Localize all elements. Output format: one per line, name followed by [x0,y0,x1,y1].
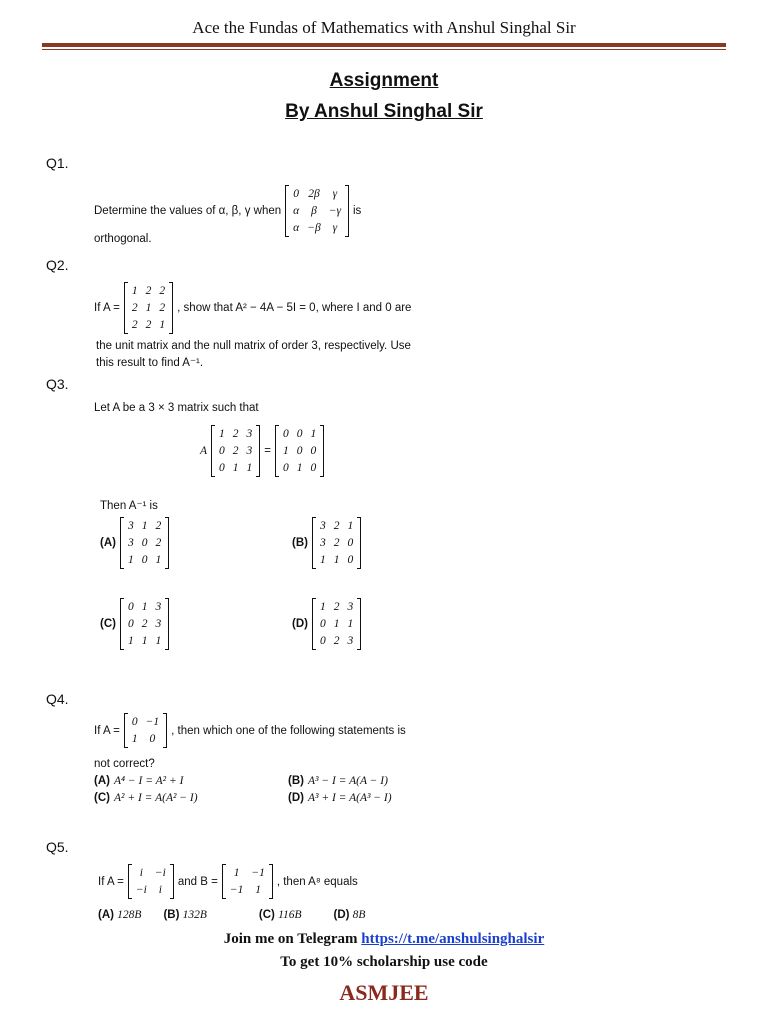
q4-option-a-text: A⁴ − I = A² + I [113,775,184,787]
header-rule [42,43,726,47]
q5-option-d [334,909,366,921]
matrix-cell: 1 [246,461,253,474]
q4-text-line2: not correct? [94,758,155,770]
matrix-cell: 1 [310,427,317,440]
matrix-cell: 1 [131,284,138,297]
matrix-right-bracket [357,599,361,650]
q1-text-line2: orthogonal. [94,233,152,245]
matrix-cell: γ [332,221,338,234]
matrix-right-bracket [269,865,273,899]
matrix-cell: 2 [333,536,340,549]
matrix-cell: 1 [319,600,326,613]
q3-option-c-label: (C) [100,618,116,630]
matrix-cell: 1 [333,617,340,630]
matrix-right-bracket [320,426,324,477]
matrix-cell: 0 [296,444,303,457]
q5-option-c-text: 116B [278,909,302,921]
q5-statement [98,864,358,899]
matrix-table [312,517,361,569]
matrix-cell: i [158,883,162,896]
matrix-cell: −i [154,866,166,879]
matrix-table [275,425,324,477]
matrix-cell: 1 [141,519,148,532]
q4-option-c-text: A² + I = A(A² − I) [113,792,198,804]
scholarship-text: To get 10% scholarship use code [280,954,488,970]
page-header: Ace the Fundas of Mathematics with Anshul Singhal Sir [192,18,576,37]
q3-option-c-matrix [120,598,169,650]
matrix-table [222,864,273,899]
matrix-cell: 3 [347,634,354,647]
matrix-cell: 3 [127,519,134,532]
matrix-cell: 1 [127,553,134,566]
q4-option-d [288,792,392,804]
q1-text-end: is [352,205,362,217]
q5-text: If A = [98,875,124,888]
matrix-cell: 1 [155,553,162,566]
matrix-cell: 0 [293,187,300,200]
matrix-cell: 2 [141,617,148,630]
telegram-text: Join me on Telegram [223,931,358,947]
q5-text-end: , then A⁸ equals [276,875,358,888]
q4-label: Q4. [46,691,69,707]
matrix-cell: 3 [127,536,134,549]
matrix-cell: 2 [145,284,152,297]
q5-option-c [259,909,302,921]
q2-text-line2: the unit matrix and the null matrix of order 3, respectively. Use [96,340,411,352]
q5-option-d-label: (D) [333,909,350,921]
matrix-cell: 1 [347,617,354,630]
matrix-cell: 1 [347,519,354,532]
q5-label: Q5. [46,839,69,855]
q5-option-a [98,909,141,921]
q4-option-b-label: (B) [288,775,304,787]
q3-matrix-left [211,425,260,477]
matrix-cell: 0 [149,732,156,745]
q4-option-a-label: (A) [94,775,110,787]
matrix-table [285,185,349,237]
matrix-cell: 2 [159,301,166,314]
matrix-cell: 3 [319,536,326,549]
matrix-cell: 2β [308,187,320,200]
q5-matrix-a [128,864,174,899]
assignment-title: Assignment [329,70,439,91]
q5-option-b-label: (B) [163,909,180,921]
matrix-right-bracket [165,599,169,650]
q4-option-d-label: (D) [288,792,304,804]
q2-matrix [124,282,173,334]
q3-option-b-matrix [312,517,361,569]
matrix-cell: γ [332,187,338,200]
matrix-cell: 1 [319,553,326,566]
matrix-cell: 0 [131,715,138,728]
matrix-cell: 3 [246,444,253,457]
q5-option-b-text: 132B [182,909,207,921]
matrix-right-bracket [256,426,260,477]
matrix-right-bracket [163,714,167,748]
q3-option-a-label: (A) [100,537,116,549]
matrix-cell: 1 [283,444,289,457]
q2-label: Q2. [46,257,69,273]
matrix-right-bracket [165,518,169,569]
q3-option-d [292,598,361,650]
matrix-right-bracket [169,283,173,334]
matrix-cell: 1 [141,634,148,647]
q3-text-line1: Let A be a 3 × 3 matrix such that [94,402,259,414]
header-rule-thin [42,49,726,50]
q5-option-b [163,909,206,921]
q3-matrix-right [275,425,324,477]
matrix-right-bracket [357,518,361,569]
matrix-table [128,864,174,899]
matrix-cell: 1 [159,318,166,331]
matrix-cell: 1 [333,553,340,566]
matrix-table [124,282,173,334]
q4-option-c [94,792,198,804]
matrix-cell: 2 [145,318,152,331]
matrix-cell: 3 [319,519,326,532]
author-title: By Anshul Singhal Sir [285,101,483,122]
matrix-table [120,598,169,650]
matrix-cell: 3 [155,617,162,630]
q4-option-b-text: A³ − I = A(A − I) [307,775,388,787]
matrix-cell: −β [307,221,321,234]
matrix-cell: 0 [141,536,148,549]
q2-text: If A = [94,302,120,314]
q1-matrix [285,185,349,237]
q2-text-end: , show that A² − 4A − 5I = 0, where I and 0 are [177,302,412,314]
matrix-cell: 1 [233,866,240,879]
matrix-cell: 0 [141,553,148,566]
matrix-cell: α [293,204,300,217]
matrix-cell: 2 [159,284,166,297]
q4-option-b [288,775,388,787]
q2-text-line3: this result to find A⁻¹. [96,357,204,369]
matrix-cell: 1 [296,461,303,474]
matrix-cell: 2 [155,519,162,532]
matrix-cell: 1 [219,427,225,440]
matrix-cell: β [311,204,317,217]
q5-option-d-text: 8B [352,909,366,921]
matrix-cell: 2 [155,536,162,549]
q5-option-a-label: (A) [98,909,114,921]
q3-option-a [100,517,169,569]
matrix-cell: 2 [333,634,340,647]
matrix-cell: 0 [310,444,317,457]
matrix-table [124,713,167,748]
q1-statement [94,185,361,237]
q3-option-c [100,598,169,650]
q4-text: If A = [94,724,120,737]
matrix-cell: α [293,221,300,234]
matrix-cell: 0 [127,617,134,630]
telegram-line [0,931,768,948]
matrix-cell: 3 [347,600,354,613]
matrix-cell: 1 [131,732,138,745]
matrix-cell: 0 [127,600,134,613]
q5-text-mid: and B = [177,875,218,888]
matrix-cell: 3 [246,427,253,440]
q3-label: Q3. [46,376,69,392]
q1-text: Determine the values of α, β, γ when [94,205,282,217]
q3-equation [200,425,324,477]
matrix-cell: −γ [328,204,341,217]
q3-option-d-label: (D) [292,618,308,630]
matrix-cell: 0 [347,553,354,566]
matrix-cell: −1 [251,866,265,879]
q4-option-c-label: (C) [94,792,110,804]
q3-option-d-matrix [312,598,361,650]
q5-matrix-b [222,864,273,899]
matrix-right-bracket [170,865,174,899]
q3-option-b-label: (B) [292,537,308,549]
matrix-cell: 1 [145,301,152,314]
matrix-cell: 2 [232,444,239,457]
matrix-cell: 1 [141,600,148,613]
matrix-cell: 0 [296,427,303,440]
matrix-right-bracket [345,186,349,237]
matrix-cell: i [139,866,143,879]
matrix-cell: 0 [219,444,225,457]
matrix-cell: 2 [232,427,239,440]
coupon-code: ASMJEE [339,980,429,1005]
matrix-cell: 0 [310,461,317,474]
matrix-cell: 0 [283,427,289,440]
matrix-cell: 0 [319,617,326,630]
q3-equals-sign: = [264,445,271,457]
matrix-cell: 0 [319,634,326,647]
matrix-cell: 2 [333,519,340,532]
q4-option-a [94,775,183,787]
matrix-cell: 1 [155,634,162,647]
matrix-cell: 3 [155,600,162,613]
matrix-cell: 0 [219,461,225,474]
matrix-cell: 1 [232,461,239,474]
matrix-table [211,425,260,477]
matrix-cell: 0 [347,536,354,549]
q5-option-a-text: 128B [117,909,142,921]
telegram-link[interactable]: https://t.me/anshulsinghalsir [361,931,545,947]
matrix-cell: −1 [145,715,160,728]
matrix-table [120,517,169,569]
matrix-cell: −1 [229,883,244,896]
q4-matrix [124,713,167,748]
matrix-cell: 2 [333,600,340,613]
q4-option-d-text: A³ + I = A(A³ − I) [307,792,392,804]
matrix-cell: 1 [255,883,261,896]
q2-statement [94,282,411,334]
q3-matrix-a-symbol: A [200,445,208,457]
q3-then-text: Then A⁻¹ is [100,500,158,512]
q5-option-c-label: (C) [258,909,275,921]
q5-options [98,909,365,921]
q4-statement [94,713,406,748]
matrix-cell: 2 [131,301,138,314]
matrix-table [312,598,361,650]
q1-label: Q1. [46,155,69,171]
q3-option-b [292,517,361,569]
matrix-cell: 0 [283,461,289,474]
matrix-cell: −i [135,883,147,896]
matrix-cell: 2 [131,318,138,331]
matrix-cell: 1 [127,634,134,647]
q4-text-end: , then which one of the following statements is [171,724,406,737]
q3-option-a-matrix [120,517,169,569]
